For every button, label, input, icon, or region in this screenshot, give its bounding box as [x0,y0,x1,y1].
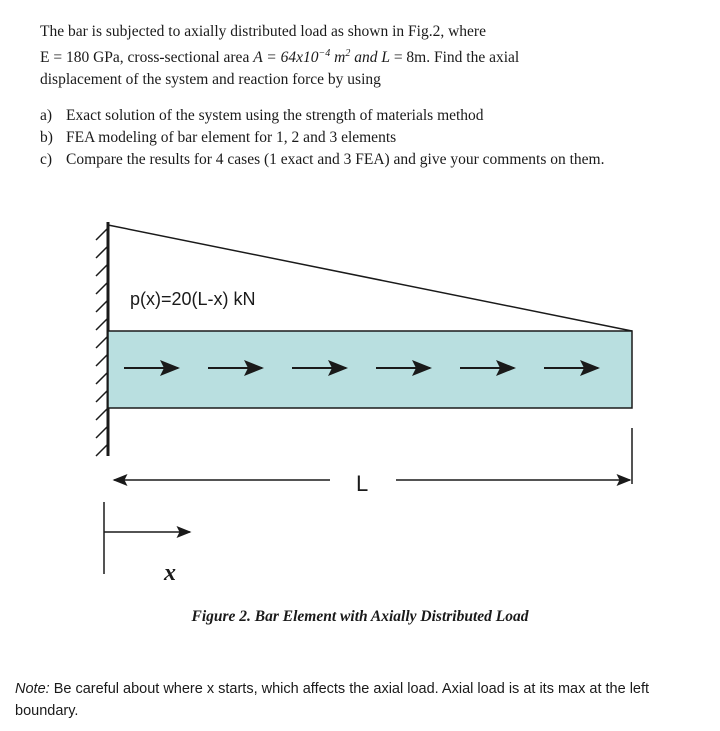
load-distribution-triangle [108,225,632,331]
part-c-letter: c) [40,151,53,168]
x-label: x [164,560,176,586]
area-unit-exponent: 2 [345,48,351,59]
figure-caption: Figure 2. Bar Element with Axially Distributed Load [191,608,529,625]
note [15,678,705,722]
load-label: p(x)=20(L-x) kN [130,289,256,309]
length-label: L [356,471,369,496]
note-label: Note: [15,681,50,697]
problem-line-3: displacement of the system and reaction force by using [40,71,381,89]
part-a-text: Exact solution of the system using the strength of materials method [66,107,484,124]
length-equation: = 8m [389,49,427,67]
part-c-text: Compare the results for 4 cases (1 exact and 3 FEA) and give your comments on them. [66,151,605,168]
modulus-label: E = [40,49,66,67]
x-coordinate-axis [104,502,190,574]
fixed-wall [96,222,108,456]
length-dimension [114,428,632,484]
problem-line-1: The bar is subjected to axially distributed load as shown in Fig.2, where [40,23,486,40]
area-exponent: −4 [318,48,331,59]
problem-line-2-end: . Find the axial [426,49,520,67]
area-unit: m [330,49,346,67]
part-b-text: FEA modeling of bar element for 1, 2 and 3 elements [66,129,397,146]
bar-element [108,331,632,408]
area-value: A = 64x10 [253,49,319,67]
part-b-letter: b) [40,129,53,146]
modulus-value: 180 GPa, cross-sectional area [65,49,250,67]
part-a-letter: a) [40,107,53,124]
and-text: and L [350,49,390,67]
note-text: Be careful about where x starts, which affects the axial load. Axial load is at its max at the left boundary. [15,681,650,719]
